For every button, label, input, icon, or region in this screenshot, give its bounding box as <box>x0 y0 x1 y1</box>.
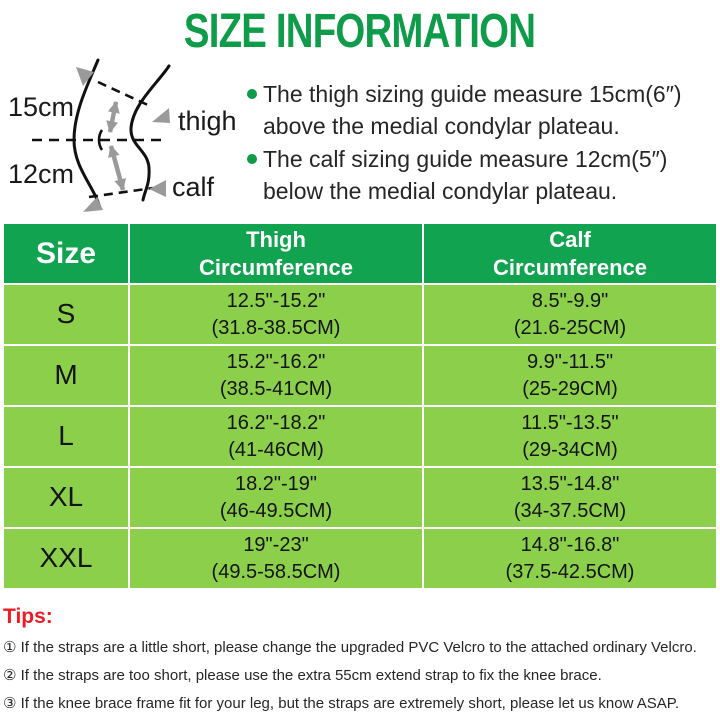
header-thigh-line2: Circumference <box>198 254 354 280</box>
thigh-range <box>129 345 423 406</box>
thigh-range-cm: (41-46CM) <box>228 438 324 461</box>
calf-range-inches: 8.5"-9.9" <box>531 290 609 313</box>
header-thigh-line1: Thigh <box>246 227 306 252</box>
size-label: M <box>3 345 129 406</box>
thigh-range-inches: 12.5"-15.2" <box>226 290 326 313</box>
tips-heading: Tips: <box>3 605 53 628</box>
thigh-range-inches: 15.2"-16.2" <box>226 351 326 374</box>
calf-range-cm: (21.6-25CM) <box>513 316 627 339</box>
table-row-m <box>3 345 717 406</box>
header-thigh-circumference <box>129 223 423 284</box>
calf-range-inches: 13.5"-14.8" <box>520 473 620 496</box>
header-calf-circumference <box>423 223 717 284</box>
header-calf-line2: Circumference <box>492 254 648 280</box>
diagram-label-thigh: thigh <box>178 106 237 136</box>
note-item-calf <box>247 143 719 207</box>
thigh-range <box>129 284 423 345</box>
thigh-range-inches: 16.2"-18.2" <box>226 412 326 435</box>
header-size <box>3 223 129 284</box>
title-bar <box>0 4 720 59</box>
size-label: XXL <box>3 528 129 589</box>
note-text: The calf sizing guide measure 12cm(5″) below the medial condylar plateau. <box>263 146 668 204</box>
calf-range-cm: (29-34CM) <box>522 438 618 461</box>
thigh-range-cm: (46-49.5CM) <box>219 499 333 522</box>
thigh-range <box>129 528 423 589</box>
header-size-label: Size <box>35 236 97 270</box>
bullet-dot-icon <box>247 154 257 164</box>
tips-section <box>3 605 719 718</box>
calf-range-cm: (25-29CM) <box>522 377 618 400</box>
diagram-label-15cm: 15cm <box>8 92 75 122</box>
thigh-range-cm: (38.5-41CM) <box>219 377 333 400</box>
tip-item-1: ① If the straps are a little short, please change the upgraded PVC Velcro to the attached ordinary Velcro. <box>3 639 697 656</box>
sizing-guide-notes <box>247 78 719 208</box>
calf-range <box>423 284 717 345</box>
calf-range <box>423 467 717 528</box>
calf-range-cm: (37.5-42.5CM) <box>505 560 635 583</box>
note-text: The thigh sizing guide measure 15cm(6″) above the medial condylar plateau. <box>263 81 682 139</box>
table-row-s <box>3 284 717 345</box>
table-row-l <box>3 406 717 467</box>
thigh-range-cm: (49.5-58.5CM) <box>211 560 341 583</box>
table-row-xxl <box>3 528 717 589</box>
header-calf-line1: Calf <box>549 227 591 252</box>
thigh-range <box>129 406 423 467</box>
size-label: L <box>3 406 129 467</box>
calf-range <box>423 345 717 406</box>
diagram-label-12cm: 12cm <box>8 159 75 189</box>
calf-range-cm: (34-37.5CM) <box>513 499 627 522</box>
calf-range-inches: 9.9"-11.5" <box>526 351 614 374</box>
knee-measurement-diagram <box>0 58 246 220</box>
note-item-thigh <box>247 78 719 142</box>
table-header-row <box>3 223 717 284</box>
calf-range <box>423 528 717 589</box>
table-row-xl <box>3 467 717 528</box>
size-label: XL <box>3 467 129 528</box>
tip-item-2: ② If the straps are too short, please use the extra 55cm extend strap to fix the knee brace. <box>3 667 602 684</box>
calf-range <box>423 406 717 467</box>
tip-item-3: ③ If the knee brace frame fit for your leg, but the straps are extremely short, please let us know ASAP. <box>3 695 680 712</box>
page-title: SIZE INFORMATION <box>184 5 536 58</box>
thigh-range-inches: 18.2"-19" <box>234 473 318 496</box>
size-chart-table <box>2 222 718 590</box>
calf-range-inches: 11.5"-13.5" <box>521 412 619 435</box>
size-label: S <box>3 284 129 345</box>
bullet-dot-icon <box>247 89 257 99</box>
thigh-range-cm: (31.8-38.5CM) <box>211 316 341 339</box>
calf-range-inches: 14.8"-16.8" <box>520 534 620 557</box>
thigh-range-inches: 19"-23" <box>243 534 309 557</box>
thigh-range <box>129 467 423 528</box>
diagram-label-calf: calf <box>172 172 215 202</box>
